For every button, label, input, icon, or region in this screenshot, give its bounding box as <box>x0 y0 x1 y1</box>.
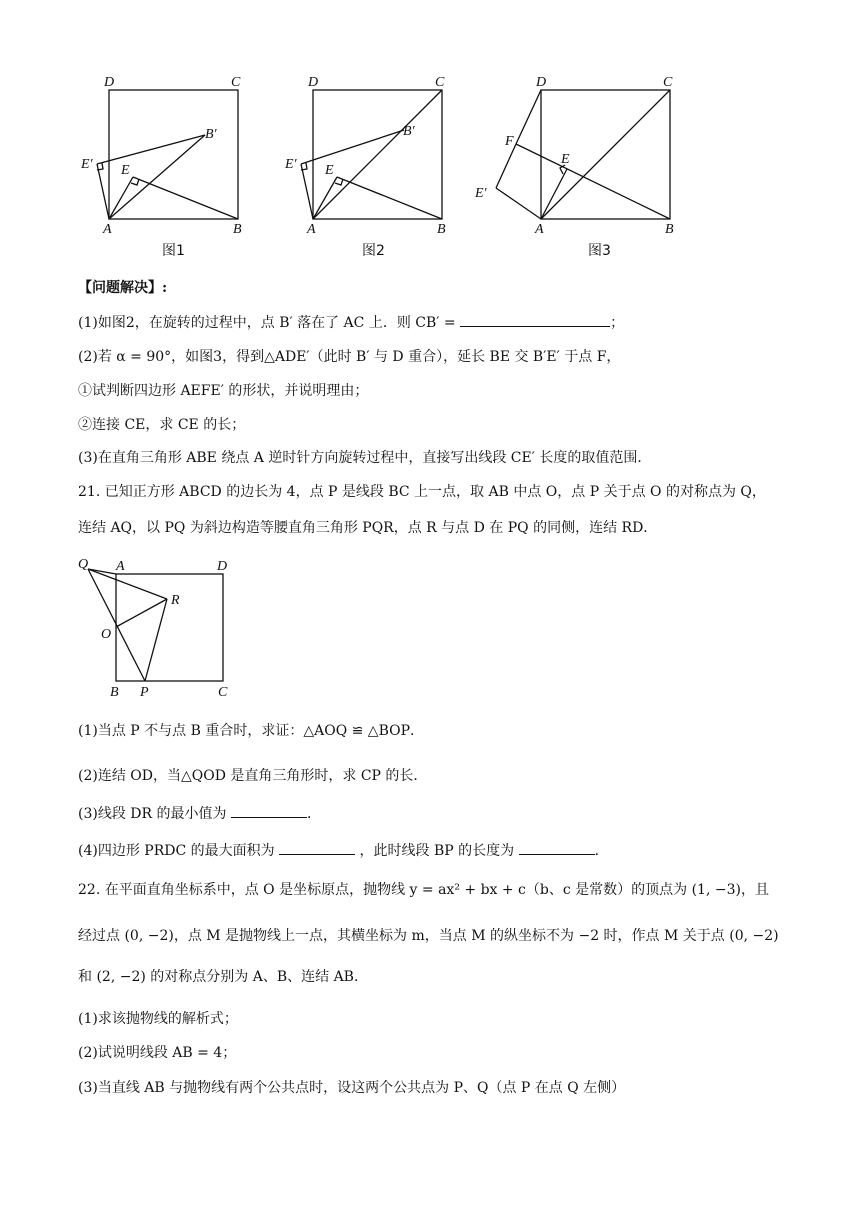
label-E-prime: E′ <box>81 157 93 172</box>
figure-21-diagram <box>70 556 250 701</box>
section20-q1 <box>78 312 624 333</box>
section20-heading: 【问题解决】: <box>78 280 168 296</box>
section21-q4-end: ． <box>594 843 609 859</box>
label-B-prime: B′ <box>205 127 217 142</box>
section20-q1-end: ； <box>610 315 625 331</box>
label-C: C <box>231 75 241 90</box>
section21-q3-text: (3)线段 DR 的最小值为 <box>78 806 227 822</box>
answer-blank-dr-min[interactable] <box>231 803 307 818</box>
figure-2-diagram <box>282 72 462 237</box>
label-B: B <box>233 222 242 237</box>
figure-2 <box>282 72 462 237</box>
section20-q3: (3)在直角三角形 ABE 绕点 A 逆时针方向旋转过程中，直接写出线段 CE′ 长度的取值范围． <box>78 450 652 466</box>
label-E: E <box>121 163 130 178</box>
figure-1 <box>78 72 258 237</box>
figure-21 <box>70 556 250 701</box>
label-C: C <box>218 685 228 700</box>
answer-blank-cb-prime[interactable] <box>460 312 610 327</box>
label-A: A <box>103 222 112 237</box>
label-D: D <box>104 75 115 90</box>
figure-3 <box>470 72 680 237</box>
section20-q2-1: ①试判断四边形 AEFE′ 的形状，并说明理由； <box>78 383 369 399</box>
label-P: P <box>140 685 149 700</box>
section22-stem-3: 和 (2, −2) 的对称点分别为 A、B、连结 AB． <box>78 969 368 985</box>
label-E: E <box>561 152 570 167</box>
section21-q1: (1)当点 P 不与点 B 重合时，求证：△AOQ ≌ △BOP． <box>78 723 425 739</box>
label-Q: Q <box>78 557 89 572</box>
label-B: B <box>437 222 446 237</box>
label-A: A <box>307 222 316 237</box>
answer-blank-bp-length[interactable] <box>519 840 595 855</box>
label-B: B <box>110 685 119 700</box>
figure-2-caption: 图2 <box>362 243 385 259</box>
label-R: R <box>171 593 180 608</box>
section22-q2: (2)试说明线段 AB = 4； <box>78 1045 237 1061</box>
section22-q3: (3)当直线 AB 与抛物线有两个公共点时，设这两个公共点为 P、Q（点 P 在点 Q 左侧） <box>78 1080 626 1096</box>
section21-q3-end: ． <box>306 806 321 822</box>
label-C: C <box>435 75 445 90</box>
figure-1-caption: 图1 <box>162 243 185 259</box>
section20-q2-2: ②连接 CE，求 CE 的长； <box>78 417 246 433</box>
section22-stem-1: 22. 在平面直角坐标系中，点 O 是坐标原点，抛物线 y = ax² + bx + c（b、c 是常数）的顶点为 (1, −3)，且 <box>78 882 769 898</box>
section22-q1: (1)求该抛物线的解析式； <box>78 1011 238 1027</box>
label-C: C <box>663 75 673 90</box>
figure-3-diagram <box>470 72 680 237</box>
label-A: A <box>116 559 125 574</box>
section20-q1-text: (1)如图2，在旋转的过程中，点 B′ 落在了 AC 上．则 CB′ = <box>78 315 456 331</box>
section21-q4-text-b: ，此时线段 BP 的长度为 <box>359 843 515 859</box>
label-B: B <box>665 222 674 237</box>
figure-1-diagram <box>78 72 258 237</box>
label-E-prime: E′ <box>285 157 297 172</box>
answer-blank-max-area[interactable] <box>279 840 355 855</box>
section21-q3 <box>78 803 321 824</box>
section21-stem-2: 连结 AQ，以 PQ 为斜边构造等腰直角三角形 PQR，点 R 与点 D 在 PQ 的同侧，连结 RD． <box>78 520 658 536</box>
section21-q2: (2)连结 OD，当△QOD 是直角三角形时，求 CP 的长． <box>78 768 428 784</box>
section22-stem-2: 经过点 (0, −2)，点 M 是抛物线上一点，其横坐标为 m，当点 M 的纵坐标不为 −2 时，作点 M 关于点 (0, −2) <box>78 928 779 944</box>
section21-q4 <box>78 840 609 861</box>
label-O: O <box>101 627 112 642</box>
label-A: A <box>535 222 544 237</box>
label-E-prime: E′ <box>475 186 487 201</box>
label-D: D <box>536 75 547 90</box>
section21-q4-text-a: (4)四边形 PRDC 的最大面积为 <box>78 843 275 859</box>
label-E: E <box>325 163 334 178</box>
section21-stem-1: 21. 已知正方形 ABCD 的边长为 4，点 P 是线段 BC 上一点，取 AB 中点 O，点 P 关于点 O 的对称点为 Q， <box>78 484 766 500</box>
label-F: F <box>505 134 514 149</box>
label-D: D <box>217 559 228 574</box>
figure-3-caption: 图3 <box>588 243 611 259</box>
label-D: D <box>308 75 319 90</box>
section20-q2: (2)若 α = 90°，如图3，得到△ADE′（此时 B′ 与 D 重合），延长 BE 交 B′E′ 于点 F， <box>78 349 621 365</box>
label-B-prime: B′ <box>403 124 415 139</box>
